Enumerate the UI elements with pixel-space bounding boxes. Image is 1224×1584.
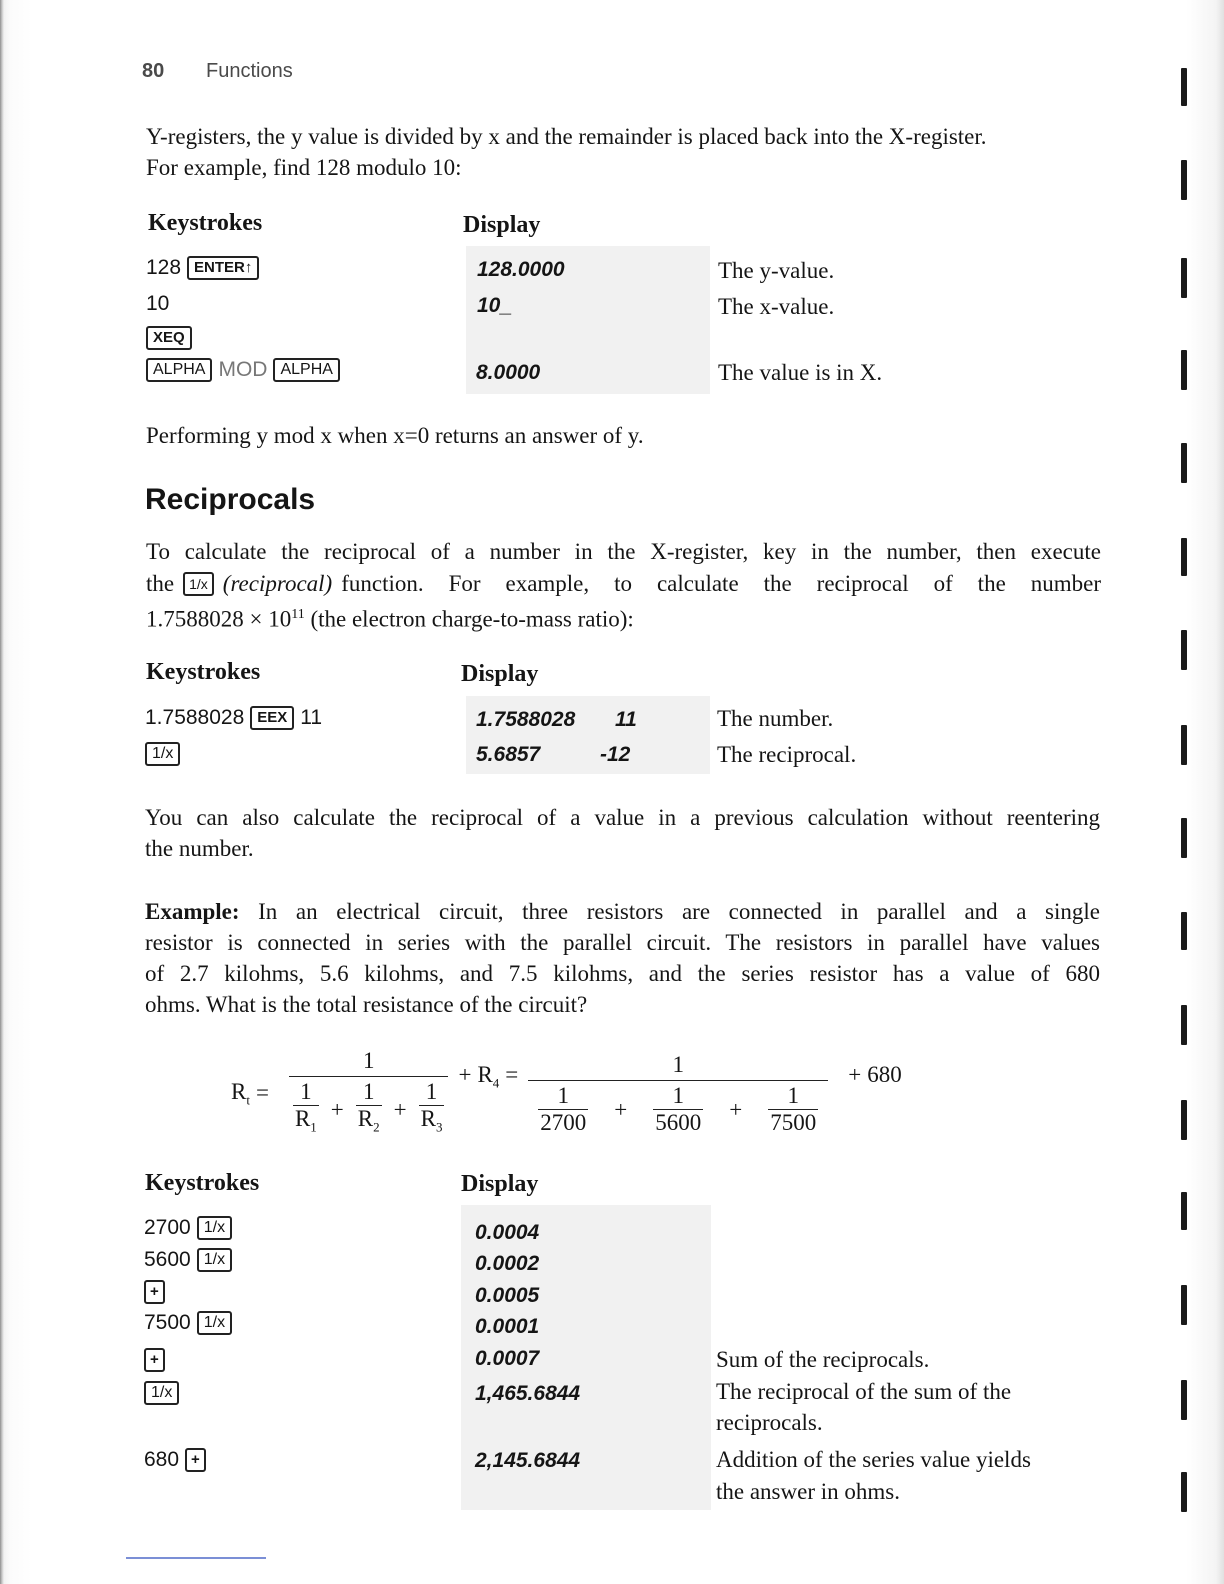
keystroke-value: 7500	[144, 1311, 191, 1334]
keystroke-row	[144, 1280, 165, 1304]
reciprocal-key[interactable]: 1/x	[197, 1216, 232, 1240]
note: The x-value.	[718, 294, 835, 319]
keystroke-value: 5600	[144, 1248, 191, 1271]
also-line-2: the number.	[145, 836, 254, 861]
keystroke-row	[144, 1381, 179, 1405]
reciprocal-key[interactable]: 1/x	[197, 1311, 232, 1335]
text: 1.7588028 × 10	[146, 606, 292, 632]
note: The y-value.	[718, 258, 835, 283]
keystroke-value: 1.7588028	[145, 706, 245, 729]
keystroke-row	[146, 292, 169, 316]
section-heading: Reciprocals	[145, 483, 316, 516]
keystrokes-heading: Keystrokes	[145, 1170, 260, 1196]
xeq-key[interactable]: XEQ	[146, 326, 192, 350]
keystroke-row	[144, 1216, 232, 1240]
keystroke-value: 10	[146, 292, 170, 315]
parallel-fraction-symbolic: 1 $\frac{1}{R_1}$ + $\frac{1}{R_2}$ + $\frac{1}{R_3}$	[289, 1046, 449, 1141]
intro-line-1: Y-registers, the y value is divided by x and the remainder is placed back into the X-register.	[146, 124, 987, 149]
exponent: 11	[291, 607, 305, 622]
example-line-3: of 2.7 kilohms, 5.6 kilohms, and 7.5 kilohms, and the series resistor has a value of 680	[145, 961, 1100, 986]
display-value: 0.0001	[475, 1315, 540, 1338]
keystroke-value: 2700	[144, 1216, 191, 1239]
keystroke-row	[144, 1248, 232, 1272]
display-value: 128.0000	[477, 258, 565, 281]
scan-edge-left	[0, 0, 32, 1584]
reciprocals-line-3	[146, 599, 634, 635]
enter-key[interactable]: ENTER↑	[187, 256, 259, 280]
keystroke-row	[145, 706, 322, 730]
reciprocals-line-1: To calculate the reciprocal of a number in the X-register, key in the number, then execute	[146, 539, 1101, 564]
keystrokes-heading: Keystrokes	[148, 210, 263, 236]
note-continued: reciprocals.	[716, 1410, 823, 1435]
reciprocal-key[interactable]: 1/x	[144, 1381, 179, 1405]
display-value: 10_	[477, 294, 513, 317]
note: Sum of the reciprocals.	[716, 1347, 930, 1372]
text: In an electrical circuit, three resistors are connected in parallel and a single	[239, 899, 1100, 924]
display-value: 0.0002	[475, 1252, 540, 1275]
keystroke-value: 680	[144, 1448, 180, 1471]
section-title: Functions	[206, 60, 293, 82]
display-mantissa: 5.6857	[476, 743, 541, 766]
alpha-key[interactable]: ALPHA	[273, 358, 339, 382]
keystroke-row	[146, 326, 192, 350]
reciprocal-key[interactable]: 1/x	[145, 742, 180, 766]
display-value: 0.0007	[475, 1347, 540, 1370]
display-mantissa: 1.7588028	[476, 708, 576, 731]
plus: +	[848, 1062, 862, 1087]
plus: +	[458, 1062, 472, 1087]
scan-edge-right	[1186, 0, 1224, 1584]
reciprocal-key[interactable]: 1/x	[197, 1248, 232, 1272]
display-exponent: -12	[600, 743, 631, 766]
example-line-2: resistor is connected in series with the parallel circuit. The resistors in parallel have values	[145, 930, 1100, 955]
plus-key[interactable]: +	[144, 1280, 165, 1304]
keystroke-row	[145, 742, 180, 766]
example-line-1	[145, 896, 1100, 927]
display-value: 8.0000	[476, 361, 541, 384]
mod-note: Performing y mod x when x=0 returns an answer of y.	[146, 423, 644, 448]
footer-rule	[126, 1557, 266, 1559]
keystroke-value: 11	[300, 706, 323, 729]
reciprocal-key[interactable]: 1/x	[183, 572, 214, 596]
note: The reciprocal.	[717, 742, 857, 767]
also-line-1: You can also calculate the reciprocal of a value in a previous calculation without reentering	[145, 805, 1100, 830]
text: function. For example, to calculate the reciprocal of the number	[341, 571, 1101, 596]
reciprocals-line-2	[146, 568, 1101, 599]
display-heading: Display	[461, 1171, 539, 1197]
note: Addition of the series value yields	[716, 1447, 1031, 1472]
display-heading: Display	[463, 212, 541, 238]
display-value: 0.0004	[475, 1221, 540, 1244]
display-value: 2,145.6844	[475, 1449, 581, 1472]
keystroke-row	[144, 1311, 232, 1335]
display-value: 1,465.6844	[475, 1382, 581, 1405]
keystroke-label: MOD	[218, 358, 268, 381]
display-value: 0.0005	[475, 1284, 540, 1307]
display-exponent: 11	[615, 708, 637, 731]
r4-symbol: $R_4$	[477, 1062, 500, 1091]
display-heading: Display	[461, 661, 539, 687]
intro-line-2: For example, find 128 modulo 10:	[146, 155, 462, 180]
keystroke-value: 128	[146, 256, 182, 279]
keystroke-row	[146, 256, 259, 280]
note: The value is in X.	[718, 360, 883, 385]
series-value: 680	[867, 1062, 902, 1087]
keystrokes-heading: Keystrokes	[146, 659, 261, 685]
keystroke-row	[144, 1348, 165, 1372]
equals: =	[255, 1080, 269, 1106]
rt-symbol: $R_t$	[231, 1078, 250, 1108]
note: The reciprocal of the sum of the	[716, 1379, 1012, 1404]
example-line-4: ohms. What is the total resistance of the circuit?	[145, 992, 588, 1017]
example-label: Example:	[145, 899, 240, 924]
alpha-key[interactable]: ALPHA	[146, 358, 212, 382]
text: the	[146, 571, 175, 596]
note: The number.	[717, 706, 834, 731]
keystroke-row	[146, 358, 340, 382]
parallel-fraction-numeric: 1 $\frac{1}{2700}$ + $\frac{1}{5600}$ + $\frac{1}{7500}$	[528, 1050, 828, 1136]
plus-key[interactable]: +	[185, 1448, 206, 1472]
equals: =	[505, 1062, 519, 1087]
plus-key[interactable]: +	[144, 1348, 165, 1372]
text: (the electron charge-to-mass ratio):	[304, 606, 634, 632]
page-number: 80	[142, 60, 165, 82]
eex-key[interactable]: EEX	[250, 706, 294, 730]
resistance-equation	[231, 1046, 902, 1141]
keystroke-row	[144, 1448, 206, 1472]
note-continued: the answer in ohms.	[716, 1479, 900, 1504]
function-name: (reciprocal)	[222, 571, 333, 596]
